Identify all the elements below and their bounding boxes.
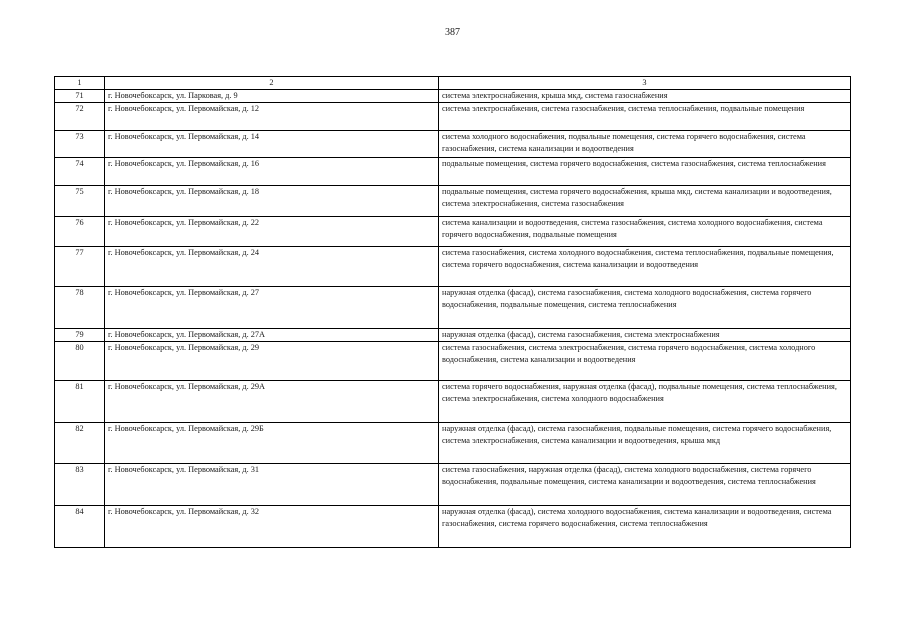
row-number: 80 bbox=[55, 342, 105, 381]
table-body bbox=[55, 77, 851, 548]
row-number: 84 bbox=[55, 506, 105, 548]
row-number: 77 bbox=[55, 247, 105, 287]
row-number: 79 bbox=[55, 329, 105, 342]
table-row bbox=[55, 329, 851, 342]
row-systems: система канализации и водоотведения, система газоснабжения, система холодного водоснабжения, система горячего водоснабжения, подвальные помещения bbox=[439, 217, 851, 247]
row-address: г. Новочебоксарск, ул. Первомайская, д. 12 bbox=[105, 103, 439, 131]
row-systems: наружная отделка (фасад), система газоснабжения, подвальные помещения, система горячего водоснабжения, система электроснабжения, система канализации и водоотведения, крыша мкд bbox=[439, 423, 851, 464]
row-systems: система электроснабжения, система газоснабжения, система теплоснабжения, подвальные помещения bbox=[439, 103, 851, 131]
row-number: 76 bbox=[55, 217, 105, 247]
row-systems: система газоснабжения, система холодного водоснабжения, система теплоснабжения, подвальные помещения, система горячего водоснабжения, система канализации и водоотведения bbox=[439, 247, 851, 287]
row-number: 81 bbox=[55, 381, 105, 423]
buildings-table bbox=[54, 76, 851, 548]
row-address: г. Новочебоксарск, ул. Первомайская, д. 16 bbox=[105, 158, 439, 186]
table-row bbox=[55, 131, 851, 158]
table-row bbox=[55, 186, 851, 217]
column-header-systems: 3 bbox=[439, 77, 851, 90]
row-systems: наружная отделка (фасад), система газоснабжения, система холодного водоснабжения, система горячего водоснабжения, подвальные помещения, система теплоснабжения bbox=[439, 287, 851, 329]
row-address: г. Новочебоксарск, ул. Первомайская, д. 32 bbox=[105, 506, 439, 548]
table-row bbox=[55, 90, 851, 103]
row-systems: подвальные помещения, система горячего водоснабжения, крыша мкд, система канализации и водоотведения, система электроснабжения, система газоснабжения bbox=[439, 186, 851, 217]
table-row bbox=[55, 381, 851, 423]
row-number: 75 bbox=[55, 186, 105, 217]
row-address: г. Новочебоксарск, ул. Первомайская, д. 27А bbox=[105, 329, 439, 342]
row-systems: подвальные помещения, система горячего водоснабжения, система газоснабжения, система теплоснабжения bbox=[439, 158, 851, 186]
row-address: г. Новочебоксарск, ул. Первомайская, д. 31 bbox=[105, 464, 439, 506]
row-number: 74 bbox=[55, 158, 105, 186]
table-row bbox=[55, 287, 851, 329]
row-number: 82 bbox=[55, 423, 105, 464]
row-systems: система газоснабжения, система электроснабжения, система горячего водоснабжения, система холодного водоснабжения, система канализации и водоотведения bbox=[439, 342, 851, 381]
row-number: 83 bbox=[55, 464, 105, 506]
row-address: г. Новочебоксарск, ул. Первомайская, д. 14 bbox=[105, 131, 439, 158]
table-row bbox=[55, 158, 851, 186]
row-address: г. Новочебоксарск, ул. Первомайская, д. 29А bbox=[105, 381, 439, 423]
row-systems: наружная отделка (фасад), система холодного водоснабжения, система канализации и водоотведения, система газоснабжения, система горячего водоснабжения, система теплоснабжения bbox=[439, 506, 851, 548]
table-header-row bbox=[55, 77, 851, 90]
table-row bbox=[55, 464, 851, 506]
table-row bbox=[55, 423, 851, 464]
table-row bbox=[55, 342, 851, 381]
row-address: г. Новочебоксарск, ул. Первомайская, д. 29Б bbox=[105, 423, 439, 464]
row-systems: система электроснабжения, крыша мкд, система газоснабжения bbox=[439, 90, 851, 103]
column-header-address: 2 bbox=[105, 77, 439, 90]
row-number: 71 bbox=[55, 90, 105, 103]
table-row bbox=[55, 247, 851, 287]
table-row bbox=[55, 103, 851, 131]
row-systems: система горячего водоснабжения, наружная отделка (фасад), подвальные помещения, система теплоснабжения, система электроснабжения, система холодного водоснабжения bbox=[439, 381, 851, 423]
row-systems: наружная отделка (фасад), система газоснабжения, система электроснабжения bbox=[439, 329, 851, 342]
row-number: 78 bbox=[55, 287, 105, 329]
row-address: г. Новочебоксарск, ул. Первомайская, д. 29 bbox=[105, 342, 439, 381]
row-number: 73 bbox=[55, 131, 105, 158]
row-systems: система холодного водоснабжения, подвальные помещения, система горячего водоснабжения, система газоснабжения, система канализации и водоотведения bbox=[439, 131, 851, 158]
table-row bbox=[55, 217, 851, 247]
row-address: г. Новочебоксарск, ул. Первомайская, д. 27 bbox=[105, 287, 439, 329]
row-address: г. Новочебоксарск, ул. Первомайская, д. 18 bbox=[105, 186, 439, 217]
row-systems: система газоснабжения, наружная отделка (фасад), система холодного водоснабжения, система горячего водоснабжения, подвальные помещения, система канализации и водоотведения, система теплоснабжения bbox=[439, 464, 851, 506]
row-number: 72 bbox=[55, 103, 105, 131]
page-number: 387 bbox=[445, 27, 460, 38]
row-address: г. Новочебоксарск, ул. Первомайская, д. 24 bbox=[105, 247, 439, 287]
row-address: г. Новочебоксарск, ул. Парковая, д. 9 bbox=[105, 90, 439, 103]
column-header-number: 1 bbox=[55, 77, 105, 90]
table-row bbox=[55, 506, 851, 548]
row-address: г. Новочебоксарск, ул. Первомайская, д. 22 bbox=[105, 217, 439, 247]
